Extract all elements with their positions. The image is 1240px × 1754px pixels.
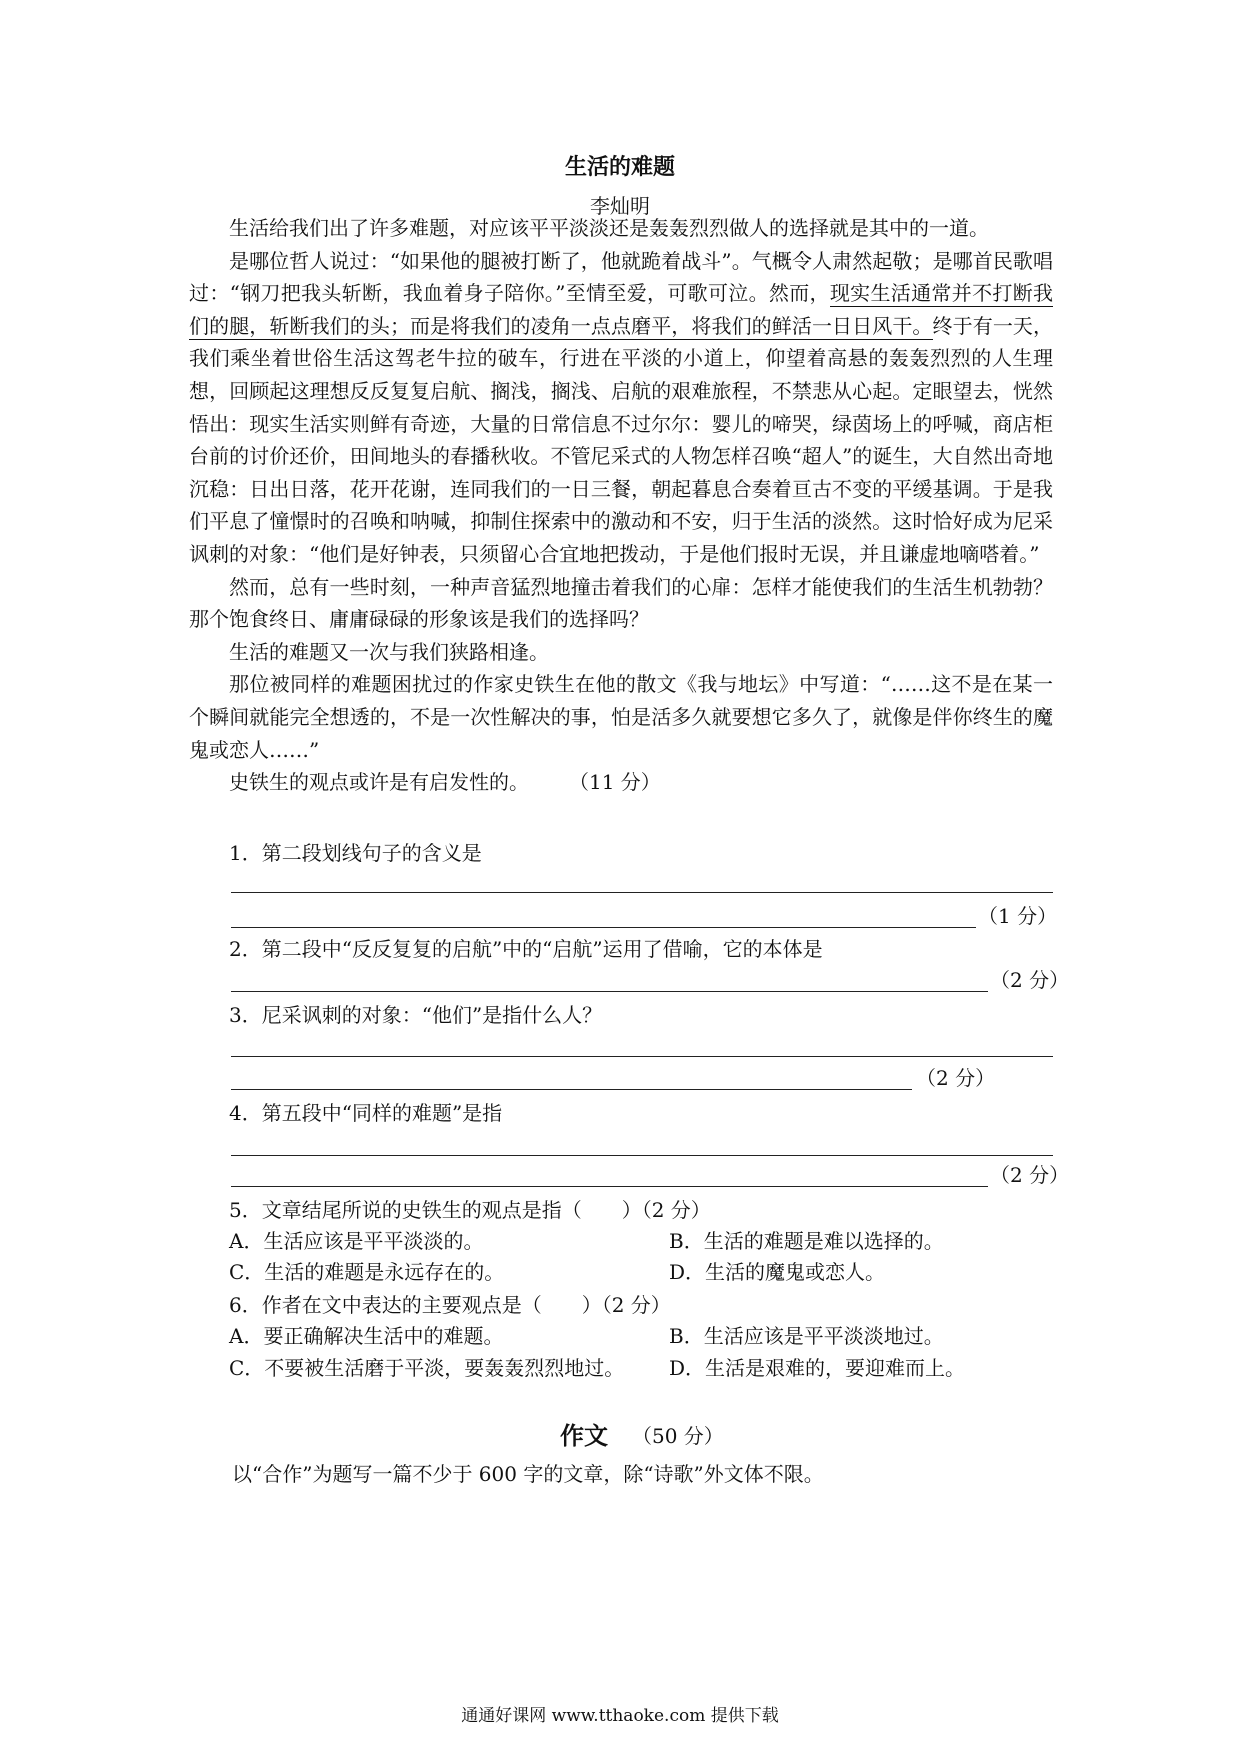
question-5-option-d[interactable]: D．生活的魔鬼或恋人。 [669,1260,886,1284]
question-6-option-c[interactable]: C．不要被生活磨于平淡，要轰轰烈烈地过。 [229,1356,625,1380]
essay-prompt: 以“合作”为题写一篇不少于 600 字的文章，除“诗歌”外文体不限。 [232,1462,824,1486]
paragraph-3: 然而，总有一些时刻，一种声音猛烈地撞击着我们的心扉：怎样才能使我们的生活生机勃勃？那个饱食终日、庸庸碌碌的形象该是我们的选择吗？ [189,574,1053,632]
answer-line-4b[interactable] [231,1186,988,1187]
question-1-score: （1 分） [978,904,1058,928]
paragraph-2 [189,245,1053,571]
question-2: 2．第二段中“反反复复的启航”中的“启航”运用了借喻，它的本体是 [229,937,823,961]
section-score: （11 分） [569,770,661,795]
answer-line-1a[interactable] [231,892,1053,893]
paragraph-2-start: 是哪位哲人说过：“如果他的腿被打断了，他就跪着战斗”。气概令人肃然起敬；是哪首民歌唱过：“钢刀把我头斩断，我血着身子陪你。”至情至爱，可歌可泣。然而， [189,248,1053,306]
paragraph-4: 生活的难题又一次与我们狭路相逢。 [229,639,549,664]
question-6-option-b[interactable]: B．生活应该是平平淡淡地过。 [669,1324,944,1348]
article-title: 生活的难题 [564,155,675,180]
question-6: 6．作者在文中表达的主要观点是（ ）（2 分） [229,1293,671,1317]
question-4-score: （2 分） [990,1163,1070,1187]
paragraph-6 [189,766,1053,799]
essay-heading: 作文 [560,1422,608,1450]
paragraph-6-text: 史铁生的观点或许是有启发性的。 [229,770,529,795]
article-body [189,212,1053,799]
page-footer: 通通好课网 www.tthaoke.com 提供下载 [461,1706,779,1726]
question-1: 1．第二段划线句子的含义是 [229,841,482,865]
answer-line-1b[interactable] [231,927,976,928]
question-4: 4．第五段中“同样的难题”是指 [229,1101,503,1125]
question-5-option-b[interactable]: B．生活的难题是难以选择的。 [669,1229,944,1253]
question-5-option-a[interactable]: A．生活应该是平平淡淡的。 [229,1229,484,1253]
question-5-option-c[interactable]: C．生活的难题是永远存在的。 [229,1260,505,1284]
paragraph-1: 生活给我们出了许多难题，对应该平平淡淡还是轰轰烈烈做人的选择就是其中的一道。 [229,216,989,240]
underlined-sentence: 现实生活通常并不打断我们的腿，斩断我们的头；而是将我们的凌角一点点磨平，将我们的鲜活一日日风干。 [189,281,1054,338]
answer-line-3a[interactable] [231,1056,1053,1057]
question-5: 5．文章结尾所说的史铁生的观点是指（ ）（2 分） [229,1198,711,1222]
question-6-option-a[interactable]: A．要正确解决生活中的难题。 [229,1324,504,1348]
answer-line-2[interactable] [231,991,988,992]
article-author: 李灿明 [590,194,650,218]
question-3: 3．尼采讽刺的对象：“他们”是指什么人？ [229,1003,603,1027]
question-2-score: （2 分） [990,968,1070,992]
answer-line-3b[interactable] [231,1089,912,1090]
answer-line-4a[interactable] [231,1155,1053,1156]
essay-score: （50 分） [632,1424,724,1448]
paragraph-5: 那位被同样的难题困扰过的作家史铁生在他的散文《我与地坛》中写道：“……这不是在某一个瞬间就能完全想透的，不是一次性解决的事，怕是活多久就要想它多久了，就像是伴你终生的魔鬼或恋人……” [189,672,1053,762]
question-6-option-d[interactable]: D．生活是艰难的，要迎难而上。 [669,1356,966,1380]
paragraph-2-rest: 终于有一天，我们乘坐着世俗生活这驾老牛拉的破车，行进在平淡的小道上，仰望着高悬的轰轰烈烈的人生理想，回顾起这理想反反复复启航、搁浅，搁浅、启航的艰难旅程，不禁悲从心起。定眼望去，恍然悟出：现实生活实则鲜有奇迹，大量的日常信息不过尔尔：婴儿的啼哭，绿茵场上的呼喊，商店柜台前的讨价还价，田间地头的春播秋收。不管尼采式的人物怎样召唤“超人”的诞生，大自然出奇地沉稳：日出日落，花开花谢，连同我们的一日三餐，朝起暮息合奏着亘古不变的平缓基调。于是我们平息了憧憬时的召唤和呐喊，抑制住探索中的激动和不安，归于生活的淡然。这时恰好成为尼采讽刺的对象：“他们是好钟表，只须留心合宜地把拨动，于是他们报时无误，并且谦虚地嘀嗒着。” [189,313,1054,566]
question-3-score: （2 分） [916,1066,996,1090]
